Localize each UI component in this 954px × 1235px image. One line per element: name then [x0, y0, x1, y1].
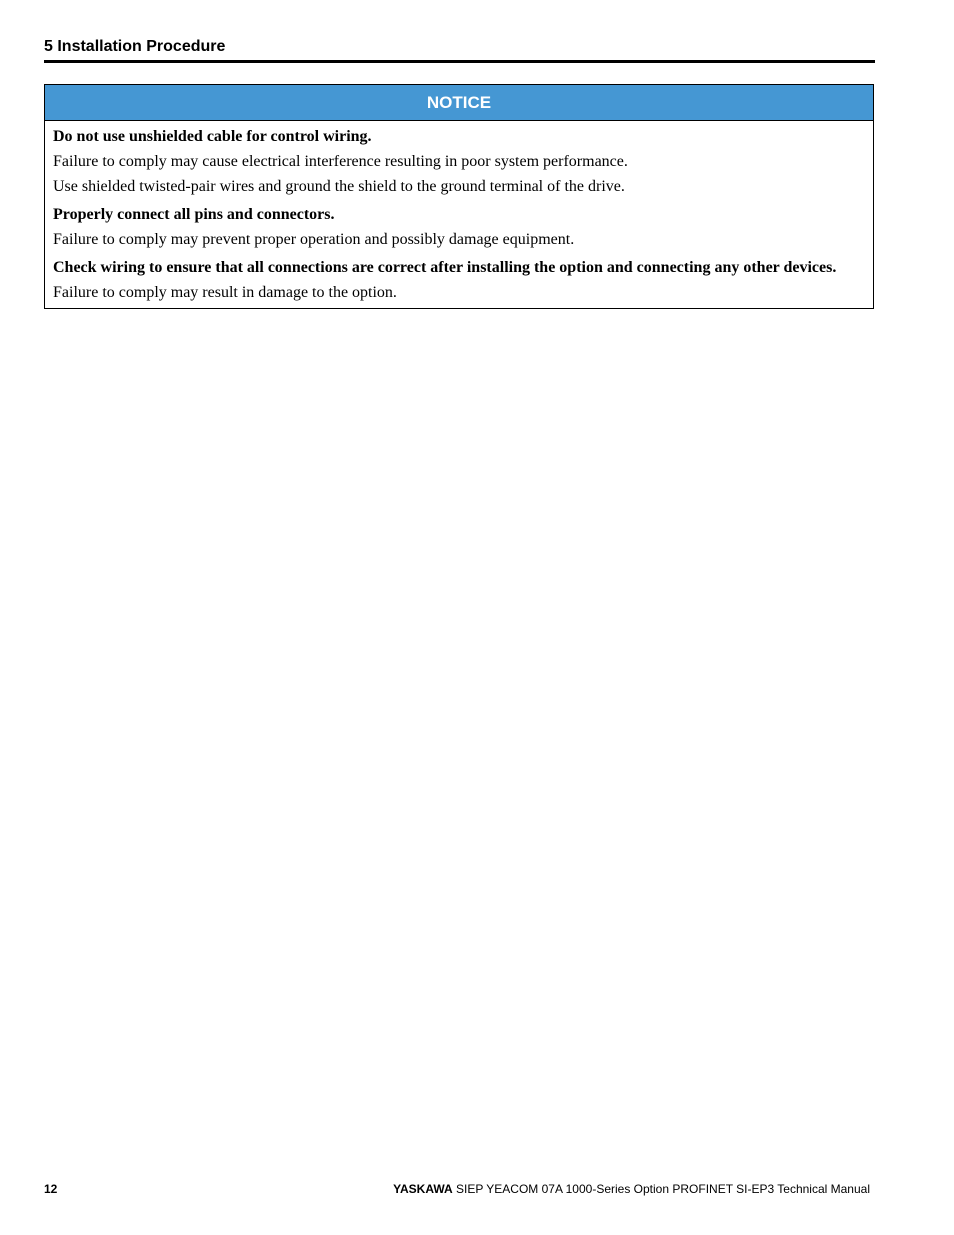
- notice-item-text: Failure to comply may prevent proper operation and possibly damage equipment.: [53, 231, 575, 248]
- notice-item: [53, 205, 865, 250]
- section-rule: [44, 60, 875, 63]
- notice-item-title: Do not use unshielded cable for control wiring.: [53, 128, 372, 145]
- notice-item-text: Failure to comply may cause electrical interference resulting in poor system performance.: [53, 153, 628, 170]
- notice-item-title: Check wiring to ensure that all connections are correct after installing the option and connecting any other devices.: [53, 259, 837, 276]
- notice-heading: NOTICE: [45, 85, 873, 121]
- footer-manual-title: [393, 1182, 870, 1196]
- section-title: 5 Installation Procedure: [44, 38, 226, 55]
- notice-body: [45, 121, 873, 308]
- notice-item-title: Properly connect all pins and connectors.: [53, 206, 335, 223]
- footer-title-text: SIEP YEACOM 07A 1000-Series Option PROFINET SI-EP3 Technical Manual: [452, 1182, 870, 1196]
- notice-item-text: Failure to comply may result in damage to the option.: [53, 284, 397, 301]
- notice-item-text: Use shielded twisted-pair wires and ground the shield to the ground terminal of the drive.: [53, 178, 625, 195]
- page-number: 12: [44, 1182, 58, 1196]
- notice-box: [44, 84, 874, 309]
- footer-brand: YASKAWA: [393, 1182, 453, 1196]
- notice-item: [53, 127, 865, 197]
- notice-item: [53, 258, 865, 303]
